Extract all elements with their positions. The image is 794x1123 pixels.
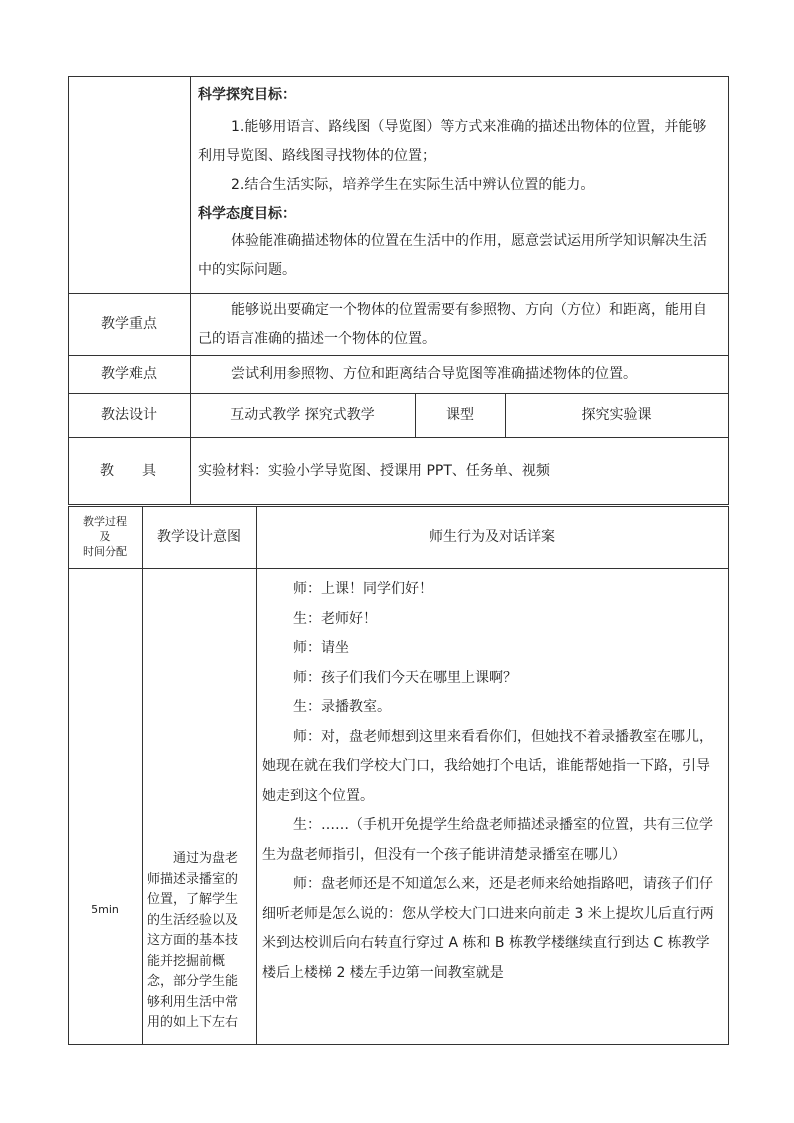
intent-line-1: 通过为盘老: [173, 851, 239, 866]
difficult-point-label: 教学难点: [101, 366, 157, 382]
intent-line-9: 用的如上下左右: [147, 1015, 239, 1030]
table1-row-divider-1: [68, 293, 729, 294]
design-intent-header: 教学设计意图: [157, 529, 241, 545]
sci-attitude-text: 体验能准确描述物体的位置在生活中的作用，愿意尝试运用所学知识解决生活中的实际问题。: [198, 233, 707, 278]
intent-line-8: 够利用生活中常: [147, 994, 239, 1010]
table1-left-border: [68, 76, 69, 505]
intent-line-2: 师描述录播室的: [147, 871, 239, 887]
table1-row-divider-3: [68, 393, 729, 394]
difficult-point-text: 尝试利用参照物、方位和距离结合导览图等准确描述物体的位置。: [231, 366, 637, 382]
dialogue-line: 生：……（手机开免提学生给盘老师描述录播室的位置，共有三位学生为盘老师指引，但没有一个孩子能讲清楚录播室在哪儿）: [262, 817, 713, 863]
table1-right-border: [728, 76, 729, 505]
dialogue-line: 生：录播教室。: [293, 699, 391, 715]
intent-line-6: 能并挖掘前概: [147, 953, 226, 969]
lesson-type-label: 课型: [446, 407, 474, 423]
key-point-text: 能够说出要确定一个物体的位置需要有参照物、方向（方位）和距离，能用自己的语言准确的描述一个物体的位置。: [198, 302, 707, 347]
table1-row-divider-4: [68, 437, 729, 438]
table2-header-divider: [68, 568, 729, 569]
intent-line-4: 的生活经验以及: [147, 912, 239, 928]
sci-explore-item-2: 2.结合生活实际，培养学生在实际生活中辨认位置的能力。: [231, 177, 595, 193]
table1-top-border: [68, 76, 729, 77]
dialogue-line: 师：对，盘老师想到这里来看看你们，但她找不着录播教室在哪儿，她现在就在我们学校大门口，我给她打个电话，谁能帮她指一下路，引导她走到这个位置。: [262, 728, 713, 804]
dialogue-line: 生：老师好！: [293, 610, 377, 627]
table1-bottom-border: [68, 504, 729, 505]
table1-row-divider-2: [68, 355, 729, 356]
sci-explore-heading: 科学探究目标：: [198, 87, 296, 103]
intent-line-7: 念，部分学生能: [147, 974, 239, 989]
design-intent-text: [147, 849, 252, 1034]
dialogue-line: 师：上课！同学们好！: [293, 581, 433, 597]
dialogue-line: 师：盘老师还是不知道怎么来，还是老师来给她指路吧，请孩子们仔细听老师是怎么说的：您从学校大门口进来向前走 3 米上提坎儿后直行两米到达校训后向右转直行穿过 A 栋和 B 栋教学楼继续直行到达 C 栋教学楼后上楼梯 2 楼左手边第一间教室就是: [262, 876, 714, 981]
dialogue-line: 师：孩子们我们今天在哪里上课啊？: [293, 669, 517, 686]
tools-text: 实验材料：实验小学导览图、授课用 PPT、任务单、视频: [198, 463, 550, 479]
process-time-header-line-3: 时间分配: [83, 545, 127, 558]
lesson-type-value: 探究实验课: [581, 407, 652, 423]
process-time-value: 5min: [91, 903, 119, 916]
intent-line-3: 位置，了解学生: [147, 892, 239, 907]
process-time-header: [68, 514, 142, 559]
dialogue-line: 师：请坐: [293, 640, 349, 656]
sci-attitude-heading: 科学态度目标：: [198, 206, 296, 222]
table2-top-border: [68, 506, 729, 507]
table1-col-divider: [190, 76, 191, 505]
process-time-header-line-1: 教学过程: [83, 515, 127, 528]
table2-left-border: [68, 506, 69, 1045]
method-design-label: 教法设计: [101, 407, 157, 423]
table2-col-divider-2: [256, 506, 257, 1045]
dialogue-text: [262, 575, 714, 988]
sci-explore-item-1: 1.能够用语言、路线图（导览图）等方式来准确的描述出物体的位置，并能够利用导览图、路线图寻找物体的位置；: [198, 119, 707, 164]
key-point-label: 教学重点: [101, 316, 157, 332]
table2-right-border: [728, 506, 729, 1045]
table2-col-divider-1: [142, 506, 143, 1045]
table2-bottom-border: [68, 1044, 729, 1045]
intent-line-5: 这方面的基本技: [147, 933, 239, 948]
tools-label: 教 具: [100, 463, 156, 479]
method-design-value: 互动式教学 探究式教学: [230, 407, 375, 423]
dialogue-header: 师生行为及对话详案: [429, 529, 555, 545]
process-time-header-line-2: 及: [99, 530, 111, 543]
